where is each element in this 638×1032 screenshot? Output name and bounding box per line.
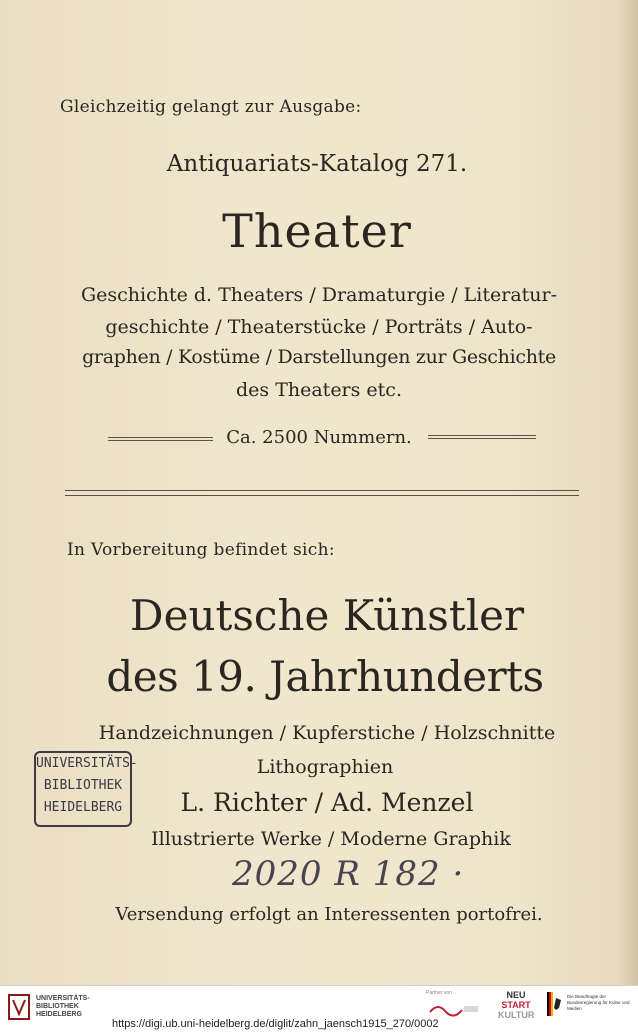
partner-label: Partner von xyxy=(426,990,452,996)
subtitle-line: Handzeichnungen / Kupferstiche / Holzschnitte xyxy=(98,722,556,744)
stamp-line: HEIDELBERG xyxy=(43,800,123,815)
theater-desc-line: graphen / Kostüme / Darstellungen zur Geschichte xyxy=(82,346,556,368)
subtitle-line: Lithographien xyxy=(256,756,394,778)
theater-desc-line: des Theaters etc. xyxy=(236,379,402,401)
neustart-kultur-logo[interactable] xyxy=(498,990,534,1020)
stamp-line: UNIVERSITÄTS- xyxy=(36,756,138,771)
section-divider xyxy=(65,490,579,496)
library-stamp xyxy=(34,751,138,827)
decorative-rule xyxy=(428,435,536,439)
university-logo-icon[interactable] xyxy=(7,992,31,1022)
library-name-line: UNIVERSITÄTS- xyxy=(36,995,90,1002)
federal-government-logo[interactable] xyxy=(545,990,633,1020)
neustart-line: KULTUR xyxy=(498,1010,535,1020)
theater-desc-line: Geschichte d. Theaters / Dramaturgie / Literatur- xyxy=(80,284,558,306)
partner-logo-icon[interactable] xyxy=(428,998,480,1020)
federal-text: Die Beauftragte der Bundesregierung für Kultur und Medien xyxy=(567,994,630,1011)
library-name-line: HEIDELBERG xyxy=(36,1011,82,1018)
intro-line: Gleichzeitig gelangt zur Ausgabe: xyxy=(60,97,362,117)
theater-desc-line: geschichte / Theaterstücke / Porträts / Auto- xyxy=(105,316,533,338)
artists-title-line: des 19. Jahrhunderts xyxy=(106,652,544,701)
stamp-line: BIBLIOTHEK xyxy=(43,778,123,793)
catalog-line: Antiquariats-Katalog 271. xyxy=(166,151,468,177)
count-line: Ca. 2500 Nummern. xyxy=(226,427,412,448)
viewer-footer xyxy=(0,985,638,1032)
eagle-icon xyxy=(547,992,563,1016)
theater-title: Theater xyxy=(222,204,412,258)
artists-names-line: L. Richter / Ad. Menzel xyxy=(180,788,474,817)
library-name[interactable] xyxy=(36,995,90,1019)
works-line: Illustrierte Werke / Moderne Graphik xyxy=(151,828,511,850)
library-name-line: BIBLIOTHEK xyxy=(36,1003,79,1010)
artists-title-line: Deutsche Künstler xyxy=(129,591,525,640)
shipping-line: Versendung erfolgt an Interessenten portofrei. xyxy=(115,904,543,925)
handwritten-shelfmark: 2020 R 182 · xyxy=(232,854,465,894)
prep-line: In Vorbereitung befindet sich: xyxy=(67,540,335,560)
neustart-line: START xyxy=(501,1000,531,1010)
neustart-line: NEU xyxy=(506,990,526,1000)
page-url[interactable]: https://digi.ub.uni-heidelberg.de/diglit/zahn_jaensch1915_270/0002 xyxy=(112,1018,439,1030)
